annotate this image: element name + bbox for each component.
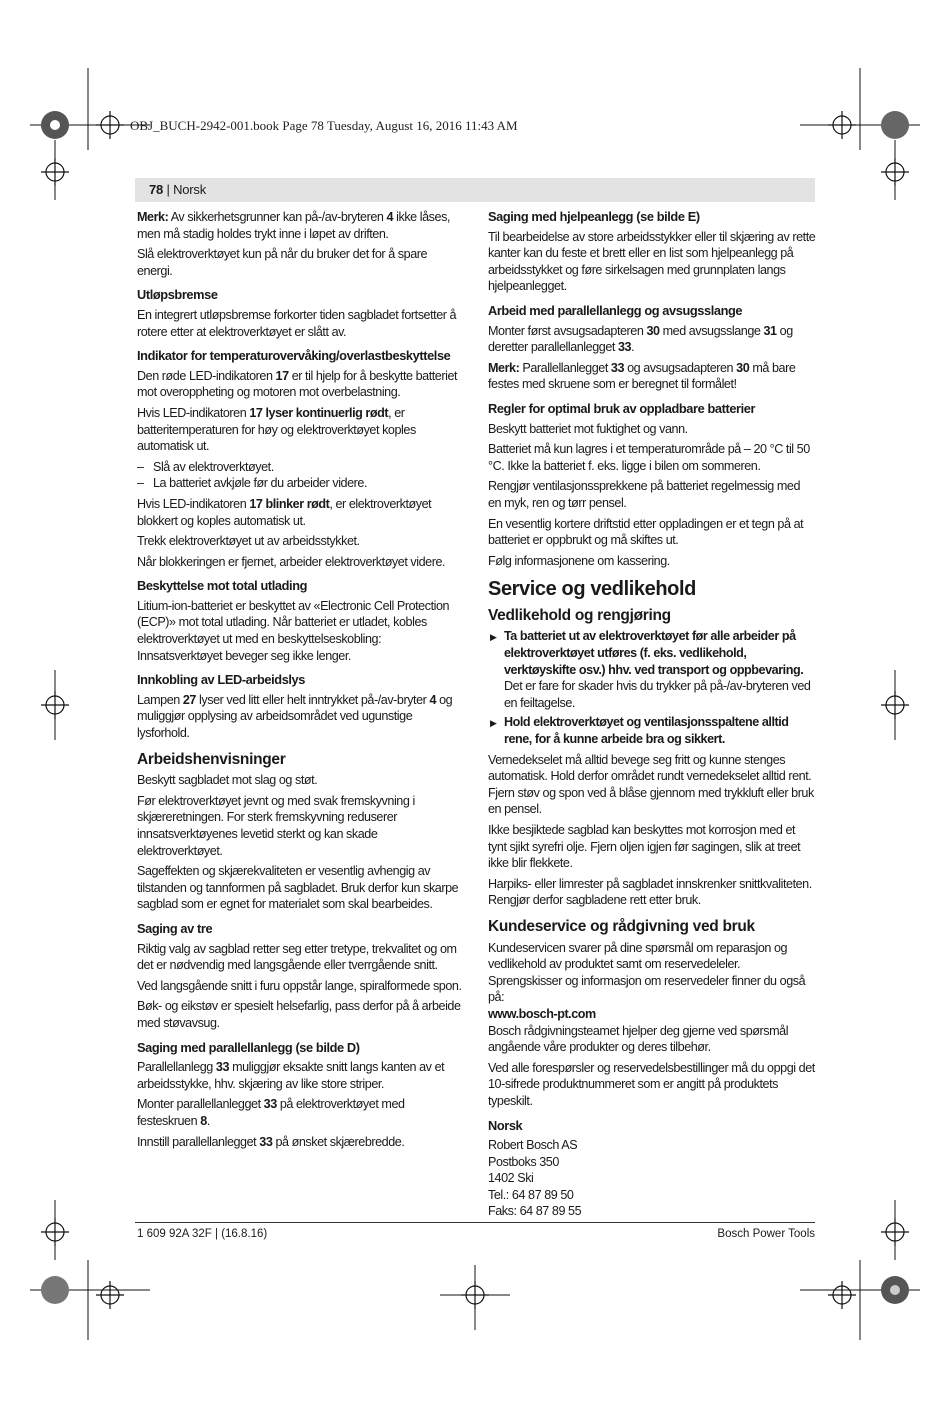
- page-number: 78: [149, 182, 164, 197]
- url-text: www.bosch-pt.com: [488, 1006, 596, 1021]
- text-span: Innstill parallellanlegget: [137, 1134, 260, 1149]
- paragraph: Rengjør ventilasjonssprekkene på batteriet regelmessig med en myk, ren og tørr pensel.: [488, 479, 801, 510]
- section-heading: Utløpsbremse: [137, 287, 218, 303]
- paragraph: [137, 496, 465, 529]
- address-line: Robert Bosch AS: [488, 1138, 578, 1153]
- paragraph: Beskytt batteriet mot fuktighet og vann.: [488, 421, 688, 436]
- text-span: Det er fare for skader hvis du trykker på på-/av-bryteren ved en feiltagelse.: [504, 679, 811, 710]
- dash-list: [137, 459, 465, 492]
- section-heading: Arbeid med parallellanlegg og avsugsslange: [488, 302, 743, 318]
- text-span: lyser ved litt eller helt inntrykket på-/av-bryter: [195, 692, 430, 707]
- right-column: [488, 209, 816, 1220]
- paragraph: Ved langsgående snitt i furu oppstår lange, spiralformede spon.: [137, 978, 462, 993]
- text-span: og deretter parallellanlegget: [488, 323, 793, 355]
- section-heading: Saging med parallellanlegg (se bilde D): [137, 1039, 360, 1055]
- address-block: [488, 1137, 816, 1220]
- paragraph: Sageffekten og skjærekvaliteten er vesentlig avhengig av tilstanden og tannformen på sagbladet. Bruk derfor kun skarpe sagblad som er egnet for materialet som skal bearbeides.: [137, 864, 459, 912]
- text-span: Hvis LED-indikatoren: [137, 405, 250, 420]
- ref-number: 33: [259, 1134, 273, 1149]
- note-paragraph: [488, 360, 816, 393]
- paragraph: [488, 323, 816, 356]
- paragraph: Ikke besjiktede sagblad kan beskyttes mot korrosjon med et tynt sjikt syrefri olje. Fjern oljen igjen før sagingen, slik at treet ikke blir flekkete.: [488, 823, 801, 871]
- subsection-heading: Vedlikehold og rengjøring: [488, 606, 671, 624]
- address-line: 1402 Ski: [488, 1171, 534, 1186]
- ref-number: 4: [386, 210, 394, 224]
- header-language: Norsk: [173, 182, 207, 197]
- ref-number: 33: [215, 1060, 230, 1075]
- print-info-line: OBJ_BUCH-2942-001.book Page 78 Tuesday, August 16, 2016 11:43 AM: [130, 118, 518, 133]
- bold-text: 17 lyser kontinuerlig rødt: [249, 405, 389, 420]
- paragraph: [137, 1096, 465, 1129]
- section-heading: Beskyttelse mot total utlading: [137, 578, 308, 594]
- paragraph: Beskytt sagbladet mot slag og støt.: [137, 773, 318, 788]
- text-span: Monter først avsugsadapteren: [488, 323, 647, 338]
- section-heading: Indikator for temperaturovervåking/overlastbeskyttelse: [137, 348, 451, 364]
- ref-number: 30: [646, 323, 660, 338]
- paragraph: Litium-ion-batteriet er beskyttet av «Electronic Cell Protection (ECP)» mot total utlading. Når batteriet er utladet, kobles elektroverktøyet ut med en beskyttelseskobling: Innsatsverktøyet beveger seg ikke lenger.: [137, 598, 450, 663]
- ref-number: 33: [263, 1097, 277, 1112]
- text-span: og muliggjør opplysing av arbeidsområdet ved ugunstige lysforhold.: [137, 692, 453, 741]
- footer-doc-number: 1 609 92A 32F | (16.8.16): [137, 1228, 268, 1240]
- bold-text: Ta batteriet ut av elektroverktøyet før alle arbeider på elektroverktøyet utføres (f. eks. vedlikehold, verktøyskifte osv.) hhv. ved transport og oppbevaring.: [504, 629, 804, 677]
- text-span: .: [206, 1113, 210, 1128]
- list-item: – Slå av elektroverktøyet.: [137, 459, 465, 476]
- paragraph: Batteriet må kun lagres i et temperaturområde på – 20 °C til 50 °C. Ikke la batteriet f. eks. ligge i bilen om sommeren.: [488, 442, 810, 473]
- note-label: Merk:: [137, 210, 169, 224]
- paragraph: Når blokkeringen er fjernet, arbeider elektroverktøyet videre.: [137, 554, 446, 569]
- paragraph: En integrert utløpsbremse forkorter tiden sagbladet fortsetter å rotere etter at elektroverktøyet er slått av.: [137, 307, 457, 339]
- ref-number: 30: [736, 360, 750, 375]
- address-line: Postboks 350: [488, 1154, 559, 1169]
- chapter-heading: Service og vedlikehold: [488, 578, 696, 601]
- paragraph: Trekk elektroverktøyet ut av arbeidsstykket.: [137, 534, 360, 549]
- paragraph: Bøk- og eikstøv er spesielt helsefarlig, pass derfor på å arbeide med støvavsug.: [137, 999, 461, 1030]
- text-span: og avsugsadapteren: [624, 360, 737, 375]
- ref-number: 31: [763, 323, 777, 338]
- text-span: Monter parallellanlegget: [137, 1097, 264, 1112]
- paragraph: [137, 368, 465, 401]
- list-item: [488, 628, 816, 711]
- left-column: [137, 209, 465, 1154]
- section-heading: Saging med hjelpeanlegg (se bilde E): [488, 209, 700, 224]
- section-heading: Regler for optimal bruk av oppladbare batterier: [488, 400, 756, 416]
- paragraph: Vernedekselet må alltid bevege seg fritt og kunne stenges automatisk. Hold derfor området rundt vernedekselet alltid rent. Fjern støv og spon ved å blåse gjennom med trykkluft eller bruk en pensel.: [488, 752, 814, 817]
- paragraph: Kundeservicen svarer på dine spørsmål om reparasjon og vedlikehold av produktet samt om reservedeleler. Sprengskisser og informasjon om reservedeler finner du også på:: [488, 940, 806, 1005]
- footer-divider: [135, 1222, 815, 1223]
- text-span: Hvis LED-indikatoren: [137, 496, 250, 511]
- paragraph: Slå elektroverktøyet kun på når du bruker det for å spare energi.: [137, 247, 428, 278]
- footer-brand: Bosch Power Tools: [717, 1228, 815, 1240]
- bold-text: Hold elektroverktøyet og ventilasjonsspaltene alltid rene, for å kunne arbeide bra og sikkert.: [504, 715, 789, 747]
- paragraph: Til bearbeidelse av store arbeidsstykker eller til skjæring av rette kanter kan du feste et brett eller en list som hjelpeanlegg på arbeidsstykket og føre sirkelsagen med grunnplaten langs hjelpeanlegget.: [488, 229, 816, 294]
- note-label: Merk:: [488, 360, 520, 375]
- paragraph: Følg informasjonene om kassering.: [488, 553, 670, 568]
- ref-number: 4: [429, 692, 437, 707]
- ref-number: 17: [275, 368, 289, 383]
- text-span: er til hjelp for å beskytte batteriet mot overoppheting og motoren mot overbelastning.: [137, 368, 458, 400]
- text-span: Av sikkerhetsgrunner kan på-/av-bryteren: [168, 210, 387, 224]
- ref-number: 8: [200, 1113, 207, 1128]
- ref-number: 33: [610, 360, 625, 375]
- text-span: Parallellanlegg: [137, 1060, 216, 1075]
- paragraph: Ved alle forespørsler og reservedelsbestillinger må du oppgi det 10-sifrede produktnummeret som er angitt på produktets typeskilt.: [488, 1060, 815, 1108]
- paragraph: [137, 405, 465, 455]
- text-span: .: [631, 340, 635, 355]
- text-span: muliggjør eksakte snitt langs kanten av et arbeidsstykke, hhv. skjæring av like store striper.: [137, 1060, 445, 1091]
- section-heading: Innkobling av LED-arbeidslys: [137, 672, 305, 688]
- text-span: Parallellanlegget: [519, 360, 611, 375]
- text-span: må bare festes med skruene som er beregnet til formålet!: [488, 360, 796, 392]
- section-heading: Norsk: [488, 1117, 523, 1133]
- paragraph: [137, 1134, 465, 1151]
- arrow-list: [488, 628, 816, 747]
- subsection-heading: Arbeidshenvisninger: [137, 750, 286, 768]
- paragraph: [137, 1059, 465, 1092]
- text-span: Lampen: [137, 692, 183, 707]
- paragraph: Før elektroverktøyet jevnt og med svak fremskyvning i skjæreretningen. For sterk fremskyvning reduserer innsatsverktøyenes levetid sterkt og kan skade elektroverktøyet.: [137, 793, 415, 858]
- paragraph: Riktig valg av sagblad retter seg etter tretype, trekvalitet og om det er nødvendig med langsgående eller tverrgående snitt.: [137, 941, 457, 973]
- text-span: Den røde LED-indikatoren: [137, 368, 276, 383]
- text-span: på elektroverktøyet med festeskruen: [137, 1097, 405, 1128]
- text-span: , er elektroverktøyet blokkert og koples automatisk ut.: [137, 496, 432, 528]
- section-heading: Saging av tre: [137, 920, 213, 936]
- header-separator: |: [163, 182, 174, 197]
- text-span: med avsugsslange: [659, 323, 764, 338]
- text-span: på ønsket skjærebredde.: [272, 1134, 405, 1149]
- ref-number: 33: [617, 340, 632, 355]
- address-line: Faks: 64 87 89 55: [488, 1204, 582, 1219]
- subsection-heading: Kundeservice og rådgivning ved bruk: [488, 917, 755, 935]
- header-text: [149, 182, 206, 197]
- website-link[interactable]: [488, 1006, 816, 1023]
- list-item: – La batteriet avkjøle før du arbeider videre.: [137, 475, 465, 492]
- paragraph: Bosch rådgivningsteamet hjelper deg gjerne ved spørsmål angående våre produkter og deres tilbehør.: [488, 1023, 789, 1055]
- paragraph: Harpiks- eller limrester på sagbladet innskrenker snittkvaliteten. Rengjør derfor sagbladene rett etter bruk.: [488, 876, 812, 908]
- text-span: ikke låses, men må stadig holdes trykt inne i løpet av driften.: [137, 210, 450, 241]
- ref-number: 27: [182, 692, 196, 707]
- page-header: [135, 178, 815, 202]
- paragraph: [137, 692, 465, 742]
- text-span: , er batteritemperaturen for høy og elektroverktøyet koples automatisk ut.: [137, 405, 416, 454]
- note-paragraph: [137, 209, 465, 242]
- paragraph: En vesentlig kortere driftstid etter oppladingen er et tegn på at batteriet er oppbrukt og må skiftes ut.: [488, 516, 804, 548]
- list-item: [488, 714, 816, 747]
- bold-text: 17 blinker rødt: [249, 496, 330, 511]
- address-line: Tel.: 64 87 89 50: [488, 1187, 574, 1202]
